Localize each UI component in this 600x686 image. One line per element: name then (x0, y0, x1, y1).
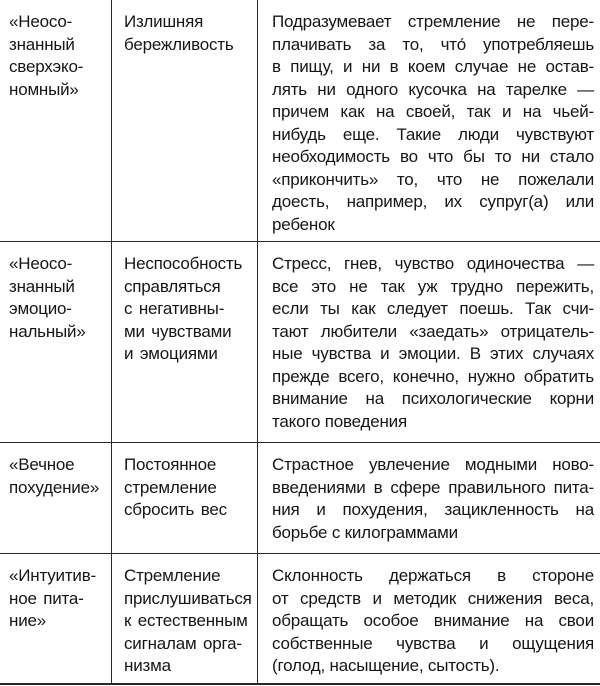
type-name-cell: «Неосо- знанный сверхэко- номный» (0, 0, 112, 241)
type-name-cell: «Неосо- знанный эмоцио- нальный» (0, 242, 112, 442)
table-row (0, 242, 600, 443)
table-row (0, 554, 600, 683)
trait-cell: Неспособность справляться с негативны- ми чувствами и эмоциями (112, 242, 258, 442)
type-name-cell: «Интуитив- ное пита- ние» (0, 554, 112, 683)
description-cell: Подразумевает стремление не пере- плачивать за то, что́ употребляешь в пищу, и ни в коем случае не остав- лять ни одного кусочка на тарелке — причем как на своей, так и на чьей- нибудь еще. Такие люди чувствуют необходимость во что бы то ни стало «прикончить» то, что не пожелали доесть, например, их супруг(а) или ребенок (272, 12, 594, 234)
trait-cell: Излишняя бережливость (112, 0, 258, 241)
description-cell: Страстное увлечение модными ново- введениями в сфере правильного пита- ния и похудения, зацикленность на борьбе с килограммами (272, 455, 594, 542)
table-row (0, 0, 600, 242)
table-row (0, 443, 600, 554)
description-cell: Склонность держаться в стороне от средств и методик снижения веса, обращать особое внимание на свои собственные чувства и ощущения (голод, насыщение, сытость). (272, 566, 594, 675)
trait-cell: Постоянное стремление сбросить вес (112, 443, 258, 553)
trait-cell: Стремление прислушиваться к естественным сигналам орга- низма (112, 554, 258, 683)
type-name-cell: «Вечное похудение» (0, 443, 112, 553)
description-cell: Стресс, гнев, чувство одиночества — все это не так уж трудно пережить, если ты как следует поешь. Так счи- тают любители «заедать» отрицатель- ные чувства и эмоции. В этих случаях прежде всего, конечно, нужно обратить внимание на психологические корни такого поведения (272, 254, 594, 431)
